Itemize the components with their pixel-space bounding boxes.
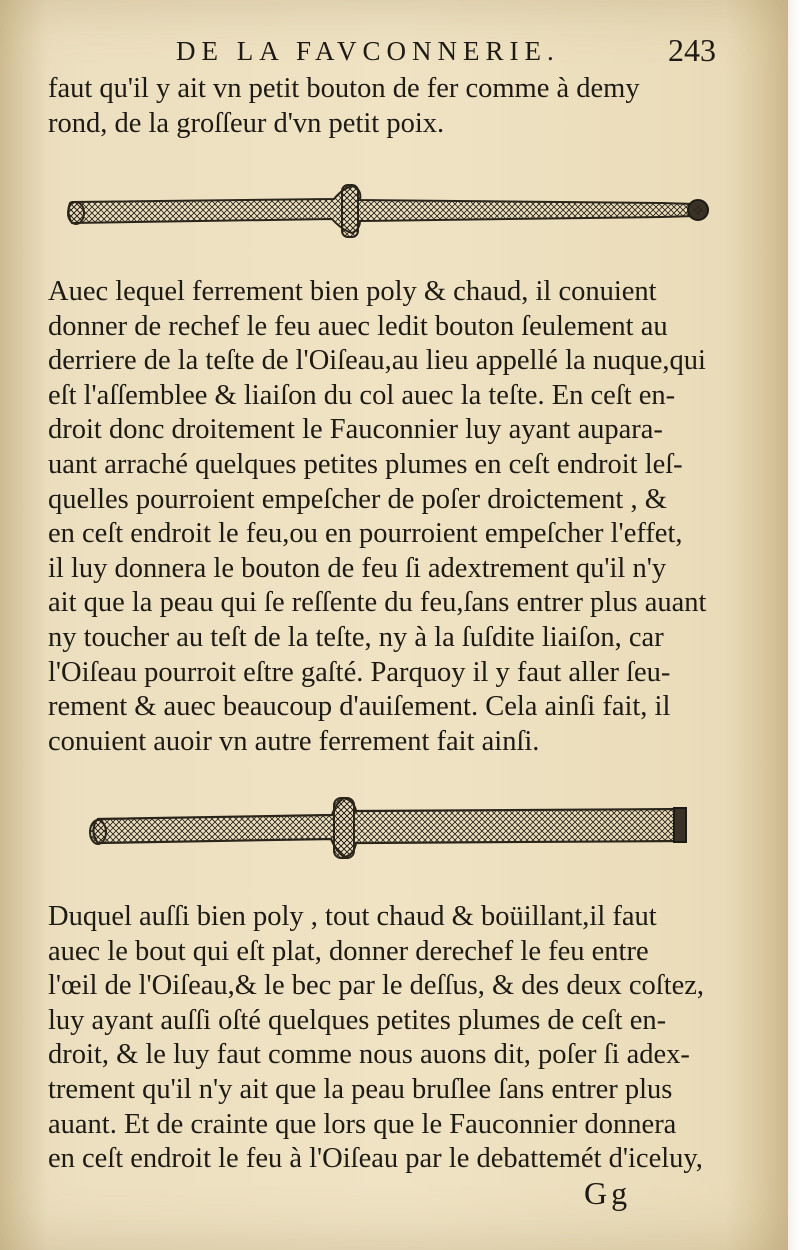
running-title: DE LA FAVCONNERIE. [176, 36, 560, 66]
text-line: ait que la peau qui ſe reſſente du feu,ſans entrer plus auant [48, 587, 707, 619]
text-line: faut qu'il y ait vn petit bouton de fer comme à demy [48, 73, 640, 104]
text-line: rement & auec beaucoup d'auiſement. Cela ainſi fait, il [48, 691, 671, 723]
text-line: en ceſt endroit le feu à l'Oiſeau par le debattemét d'iceluy, [48, 1143, 703, 1175]
text-line: derriere de la teſte de l'Oiſeau,au lieu appellé la nuque,qui [48, 345, 706, 377]
page-edge [788, 0, 800, 1250]
cautery-iron-flat-illustration [86, 795, 691, 863]
text-line: l'œil de l'Oiſeau,& le bec par le deſſus, & des deux coſtez, [48, 970, 705, 1002]
paragraph-2 [48, 275, 728, 759]
text-line: ny toucher au teſt de la teſte, ny à la ſuſdite liaiſon, car [48, 621, 664, 653]
text-line: uant arraché quelques petites plumes en ceſt endroit leſ- [48, 448, 683, 480]
text-line: quelles pourroient empeſcher de poſer droictement , & [48, 483, 667, 515]
text-line: il luy donnera le bouton de feu ſi adextrement qu'il n'y [48, 552, 667, 584]
paragraph-3 [48, 900, 728, 1177]
signature-mark: Gg [584, 1175, 632, 1211]
text-line: donner de rechef le feu auec ledit bouton ſeulement au [48, 310, 668, 342]
text-line: trement qu'il n'y ait que la peau bruſlee ſans entrer plus [48, 1073, 673, 1105]
text-line: droit donc droitement le Fauconnier luy ayant aupara- [48, 414, 663, 446]
text-line: auec le bout qui eſt plat, donner derechef le feu entre [48, 935, 649, 967]
text-line: rond, de la groſſeur d'vn petit poix. [48, 107, 445, 139]
text-line: en ceſt endroit le feu,ou en pourroient empeſcher l'effet, [48, 518, 683, 550]
running-header [0, 30, 788, 70]
text-line: auant. Et de crainte que lors que le Fauconnier donnera [48, 1108, 677, 1140]
text-line: eſt l'aſſemblee & liaiſon du col auec la teſte. En ceſt en- [48, 379, 676, 411]
text-line: l'Oiſeau pourroit eſtre gaſté. Parquoy il y faut aller ſeu- [48, 656, 671, 688]
page-number: 243 [668, 32, 716, 68]
paragraph-1 [48, 72, 728, 141]
cautery-iron-button-illustration [62, 183, 712, 239]
text-line: Duquel auſſi bien poly , tout chaud & boüillant,il faut [48, 901, 657, 932]
text-line: Auec lequel ferrement bien poly & chaud, il conuient [48, 276, 657, 307]
text-line: luy ayant auſſi oſté quelques petites plumes de ceſt en- [48, 1004, 667, 1036]
text-line: droit, & le luy faut comme nous auons dit, poſer ſi adex- [48, 1039, 690, 1071]
text-line: conuient auoir vn autre ferrement fait ainſi. [48, 725, 540, 757]
